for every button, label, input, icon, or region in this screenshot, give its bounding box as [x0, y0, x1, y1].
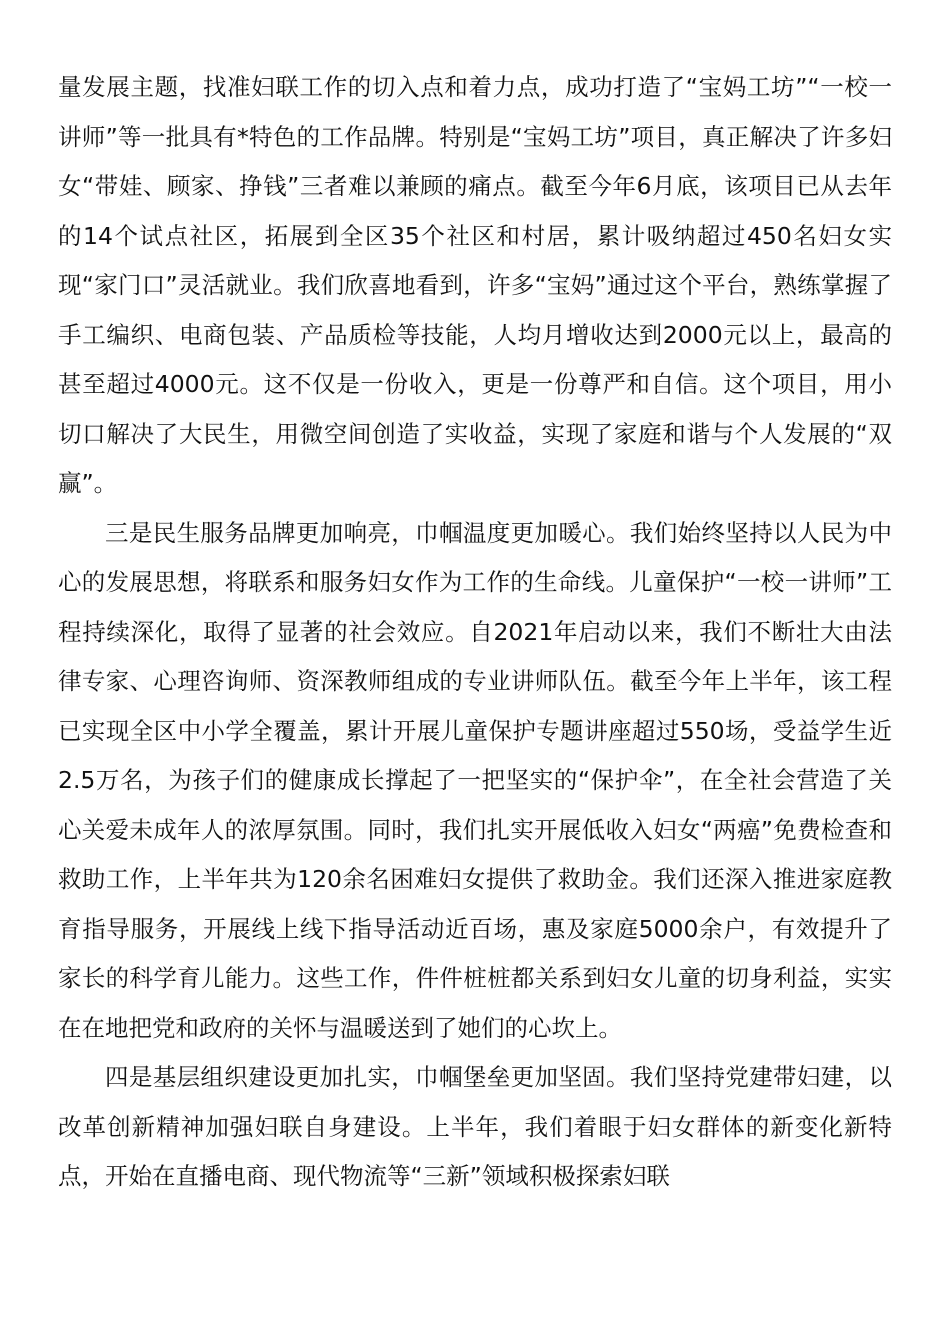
paragraph-3: 四是基层组织建设更加扎实，巾帼堡垒更加坚固。我们坚持党建带妇建，以改革创新精神加强妇联自身建设。上半年，我们着眼于妇女群体的新变化新特点，开始在直播电商、现代物流等“三新”领域积极探索妇联	[58, 1063, 892, 1190]
paragraph-2: 三是民生服务品牌更加响亮，巾帼温度更加暖心。我们始终坚持以人民为中心的发展思想，将联系和服务妇女作为工作的生命线。儿童保护“一校一讲师”工程持续深化，取得了显著的社会效应。自2021年启动以来，我们不断壮大由法律专家、心理咨询师、资深教师组成的专业讲师队伍。截至今年上半年，该工程已实现全区中小学全覆盖，累计开展儿童保护专题讲座超过550场，受益学生近2.5万名，为孩子们的健康成长撑起了一把坚实的“保护伞”，在全社会营造了关心关爱未成年人的浓厚氛围。同时，我们扎实开展低收入妇女“两癌”免费检查和救助工作，上半年共为120余名困难妇女提供了救助金。我们还深入推进家庭教育指导服务，开展线上线下指导活动近百场，惠及家庭5000余户，有效提升了家长的科学育儿能力。这些工作，件件桩桩都关系到妇女儿童的切身利益，实实在在地把党和政府的关怀与温暖送到了她们的心坎上。	[58, 518, 892, 1042]
document-page	[58, 63, 892, 1202]
paragraph-1: 量发展主题，找准妇联工作的切入点和着力点，成功打造了“宝妈工坊”“一校一讲师”等一批具有*特色的工作品牌。特别是“宝妈工坊”项目，真正解决了许多妇女“带娃、顾家、挣钱”三者难以兼顾的痛点。截至今年6月底，该项目已从去年的14个试点社区，拓展到全区35个社区和村居，累计吸纳超过450名妇女实现“家门口”灵活就业。我们欣喜地看到，许多“宝妈”通过这个平台，熟练掌握了手工编织、电商包装、产品质检等技能，人均月增收达到2000元以上，最高的甚至超过4000元。这不仅是一份收入，更是一份尊严和自信。这个项目，用小切口解决了大民生，用微空间创造了实收益，实现了家庭和谐与个人发展的“双赢”。	[58, 73, 892, 497]
